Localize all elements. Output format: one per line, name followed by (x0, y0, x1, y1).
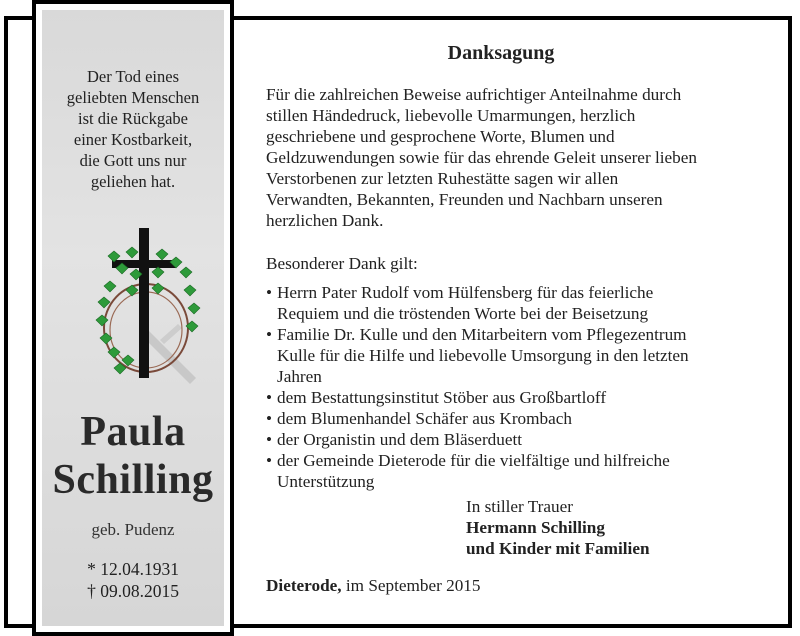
bullet-icon: • (266, 325, 273, 344)
list-item-line: Familie Dr. Kulle und den Mitarbeitern vom Pflegezentrum (277, 325, 687, 344)
closing-text: In stiller Trauer (466, 497, 573, 516)
page-title: Danksagung (447, 42, 555, 64)
bullet-icon: • (266, 451, 273, 470)
paragraph-line: stillen Händedruck, liebevolle Umarmungen, herzlich (266, 106, 636, 125)
quote-line: einer Kostbarkeit, (73, 130, 193, 149)
life-dates (42, 558, 224, 602)
list-item-line: dem Bestattungsinstitut Stöber aus Großbartloff (277, 388, 607, 407)
list-item (266, 450, 766, 492)
list-item-line: der Gemeinde Dieterode für die vielfältige und hilfreiche (277, 451, 670, 470)
thanks-list (266, 282, 766, 492)
date-text: im September 2015 (341, 576, 481, 595)
quote-line: die Gott uns nur (79, 151, 187, 170)
paragraph-line: herzlichen Dank. (266, 211, 384, 230)
list-item-line: dem Blumenhandel Schäfer aus Krombach (277, 409, 572, 428)
list-item-line: Kulle für die Hilfe und liebevolle Umsorgung in den letzten (277, 346, 689, 365)
list-item-line: Herrn Pater Rudolf vom Hülfensberg für das feierliche (277, 283, 654, 302)
bullet-icon: • (266, 430, 273, 449)
maiden-name: geb. Pudenz (91, 520, 175, 539)
paragraph-line: geschriebene und gesprochene Worte, Blumen und (266, 127, 615, 146)
place-date (266, 576, 481, 596)
special-thanks-heading: Besonderer Dank gilt: (266, 254, 418, 273)
list-item-line: Jahren (277, 367, 322, 386)
bullet-icon: • (266, 409, 273, 428)
paragraph-line: Geldzuwendungen sowie für das ehrende Geleit unserer lieben (266, 148, 697, 167)
paragraph-line: Verstorbenen zur letzten Ruhestätte sagen wir allen (266, 169, 619, 188)
death-date: † 09.08.2015 (87, 581, 179, 601)
memorial-quote (42, 66, 224, 192)
signature-name: Hermann Schilling (466, 518, 605, 537)
quote-line: Der Tod eines (86, 67, 179, 86)
list-item (266, 408, 766, 429)
sidebar-background (42, 10, 224, 626)
thanks-paragraph (266, 84, 766, 231)
bullet-icon: • (266, 283, 273, 302)
place-name: Dieterode, (266, 576, 342, 595)
paragraph-line: Für die zahlreichen Beweise aufrichtiger Anteilnahme durch (266, 85, 682, 104)
list-item (266, 282, 766, 324)
list-item-line: der Organistin und dem Bläserduett (277, 430, 523, 449)
quote-line: ist die Rückgabe (78, 109, 188, 128)
cross-with-ivy-icon (86, 228, 206, 388)
quote-line: geliebten Menschen (66, 88, 200, 107)
list-item-line: Requiem und die tröstenden Worte bei der Beisetzung (277, 304, 649, 323)
signature-block (466, 496, 650, 559)
sidebar-panel (32, 0, 234, 636)
deceased-first-name: Paula (80, 409, 186, 455)
list-item (266, 387, 766, 408)
list-item-line: Unterstützung (277, 472, 375, 491)
list-item (266, 324, 766, 387)
signature-family: und Kinder mit Familien (466, 539, 650, 558)
bullet-icon: • (266, 388, 273, 407)
paragraph-line: Verwandten, Bekannten, Freunden und Nachbarn unseren (266, 190, 663, 209)
birth-date: * 12.04.1931 (87, 559, 179, 579)
list-item (266, 429, 766, 450)
quote-line: geliehen hat. (90, 172, 176, 191)
deceased-last-name: Schilling (52, 457, 214, 503)
